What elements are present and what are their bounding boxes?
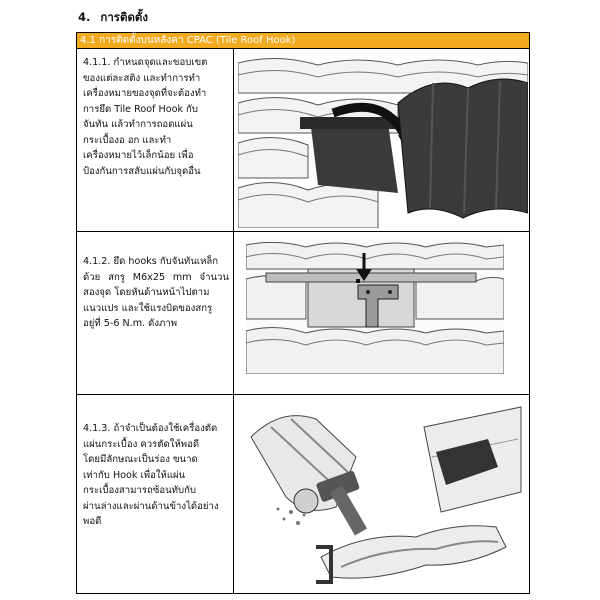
- step-3-line: กระเบื้องสามารถซ้อนทับกับ: [83, 485, 196, 496]
- section-number: 4.: [78, 10, 91, 24]
- step-1-line: เครื่องหมายไว้เล็กน้อย เพื่อ: [83, 150, 194, 161]
- step-2-line: อยู่ที่ 5-6 N.m. ดังภาพ: [83, 318, 178, 329]
- step-1-image-cell: [234, 49, 529, 231]
- table-row-step-1: [77, 49, 529, 232]
- step-3-line: โดยมีลักษณะเป็นร่อง ขนาด: [83, 454, 198, 465]
- step-3-line: พอดี: [83, 516, 102, 527]
- step-2-line: สองจุด โดยหันด้านหน้าไปตาม: [83, 287, 210, 298]
- installation-table: [76, 32, 530, 594]
- section-heading: [78, 9, 148, 27]
- step-1-line: กระเบื้องอ อก และทำ: [83, 134, 172, 146]
- step-1-line: จันทัน แล้วทำการถอดแผ่น: [83, 119, 193, 130]
- step-1-text: [77, 49, 234, 231]
- step-3-line: ผ่านล่างและผ่านด้านข้างได้อย่าง: [83, 500, 219, 512]
- tile-removal-illustration: [238, 53, 528, 228]
- step-2-line: 4.1.2. ยึด hooks กับจันทันเหล็ก: [83, 256, 219, 267]
- table-header: 4.1 การติดตั้งบนหลังคา CPAC (Tile Roof Hook): [77, 33, 529, 49]
- step-3-image-cell: [234, 395, 529, 593]
- table-row-step-3: [77, 395, 529, 593]
- step-2-line: ด้วย สกรู M6x25 mm จำนวน: [83, 271, 229, 283]
- step-1-line: การยึด Tile Roof Hook กับ: [83, 103, 198, 115]
- step-2-text: [77, 232, 234, 394]
- step-3-line: 4.1.3. ถ้าจำเป็นต้องใช้เครื่องตัด: [83, 423, 218, 434]
- step-1-line: ป้องกันการสลับแผ่นกับจุดอื่น: [83, 165, 201, 177]
- table-row-step-2: [77, 232, 529, 395]
- step-1-line: ของแต่ละสติง และทำการทำ: [83, 72, 201, 84]
- section-title: การติดตั้ง: [100, 10, 148, 24]
- step-1-line: เครื่องหมายของจุดที่จะต้องทำ: [83, 88, 207, 99]
- step-3-line: เท่ากับ Hook เพื่อให้แผ่น: [83, 469, 186, 481]
- step-3-text: [77, 395, 234, 593]
- hook-mounting-illustration: [246, 239, 504, 374]
- step-3-line: แผ่นกระเบื้อง ควรตัดให้พอดี: [83, 438, 200, 450]
- step-1-line: 4.1.1. กำหนดจุดและขอบเขต: [83, 57, 208, 68]
- step-2-line: แนวแปร และใช้แรงบิดของสกรู: [83, 302, 213, 314]
- step-2-image-cell: [234, 232, 529, 394]
- tile-cutting-illustration: [236, 397, 526, 592]
